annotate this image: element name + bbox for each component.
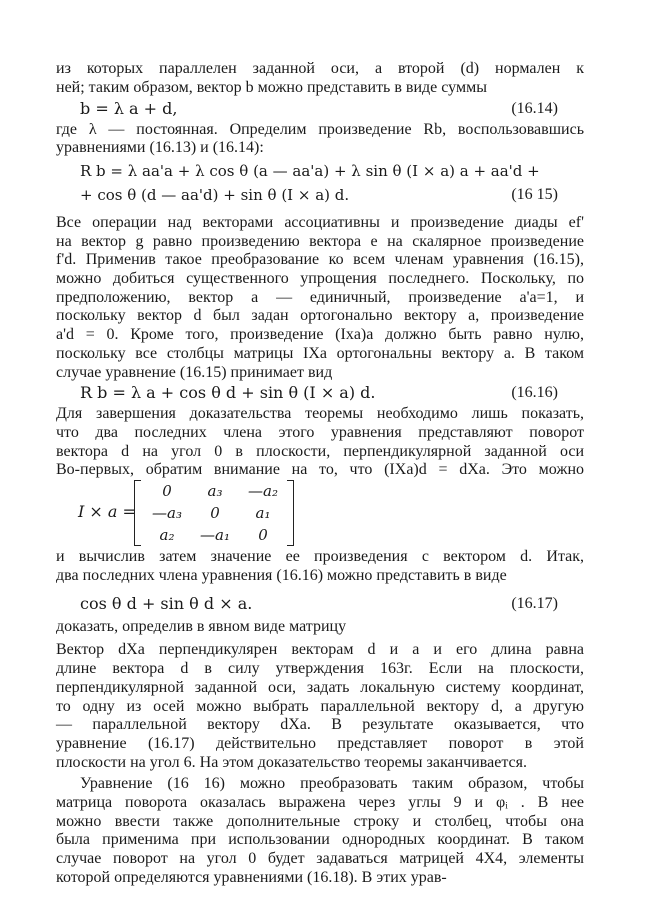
text-line: на вектор g равно произведению вектора е на скалярное произведение xyxy=(56,233,584,250)
text-line: длине вектора d в силу утверждения 163г. Если на плоскости, xyxy=(56,660,584,677)
text-line: матрица поворота оказалась выражена через углы 9 и φᵢ . В нее xyxy=(56,794,584,811)
text-line: была применима при использовании однородных координат. В таком xyxy=(56,831,584,848)
text-line: f'd. Применив такое преобразование ко всем членам уравнения (16.15), xyxy=(56,251,584,268)
equation-16-14: b = λ a + d, xyxy=(80,99,178,118)
text-line: случае уравнение (16.15) принимает вид xyxy=(56,364,333,381)
text-line: где λ — постоянная. Определим произведение Rb, воспользовавшись xyxy=(56,121,584,138)
text-line: поскольку вектор d был задан ортогонально вектору а, произведение xyxy=(56,307,584,324)
matrix-body xyxy=(134,480,294,546)
matrix-cell: 0 xyxy=(258,526,268,544)
text-line: Во-первых, обратим внимание на то, что (IXa)d = dXa. Это можно xyxy=(56,461,584,478)
equation-16-15-line1: R b = λ aa'a + λ cos θ (a — aa'a) + λ sin θ (I × a) a + aa'd + xyxy=(80,162,540,180)
text-line: два последних члена уравнения (16.16) можно представить в виде xyxy=(56,567,507,584)
text-line: из которых параллелен заданной оси, а второй (d) нормален к xyxy=(56,60,584,77)
text-line: Все операции над векторами ассоциативны и произведение диады ef' xyxy=(56,214,584,231)
right-bracket xyxy=(287,480,294,546)
text-line: Для завершения доказательства теоремы необходимо лишь показать, xyxy=(56,405,584,422)
text-line: доказать, определив в явном виде матрицу xyxy=(56,618,347,635)
text-line: вектора d на угол 0 в плоскости, перпендикулярной заданной оси xyxy=(56,443,584,460)
matrix-cell: a₂ xyxy=(159,526,175,544)
matrix-i-cross-a xyxy=(78,480,298,546)
text-line: случае поворот на угол 0 будет задаваться матрицей 4X4, элементы xyxy=(56,850,584,867)
text-line: можно добиться существенного упрощения последнего. Поскольку, по xyxy=(56,270,584,287)
matrix-cell: a₃ xyxy=(207,482,223,500)
equation-16-16: R b = λ a + cos θ d + sin θ (I × a) d. xyxy=(80,383,376,402)
text-line: что два последних члена этого уравнения представляют поворот xyxy=(56,424,584,441)
text-line: перпендикулярной заданной оси, задать локальную систему координат, xyxy=(56,679,584,696)
equation-16-15-line2: + cos θ (d — aa'd) + sin θ (I × a) d. xyxy=(80,186,350,204)
text-line: Вектор dXa перпендикулярен векторам d и а и его длина равна xyxy=(56,641,584,658)
left-bracket xyxy=(134,480,141,546)
text-line: поскольку все столбцы матрицы IXa ортогональны вектору а. В таком xyxy=(56,345,584,362)
text-line: — параллельной вектору dXa. В результате оказывается, что xyxy=(56,716,584,733)
matrix-cell: 0 xyxy=(210,504,220,522)
equation-number: (16.16) xyxy=(511,384,558,401)
matrix-cell: —a₁ xyxy=(200,526,230,544)
equation-number: (16.17) xyxy=(511,595,558,612)
text-line: можно ввести также дополнительные строку и столбец, чтобы она xyxy=(56,813,584,830)
text-line: уравнение (16.17) действительно представляет поворот в этой xyxy=(56,735,584,752)
text-line: то одну из осей можно выбрать параллельной вектору d, а другую xyxy=(56,698,584,715)
matrix-cell: —a₃ xyxy=(152,504,182,522)
text-line: предположению, вектор а — единичный, произведение a'a=1, и xyxy=(56,289,584,306)
matrix-cell: —a₂ xyxy=(248,482,278,500)
equation-number: (16 15) xyxy=(511,186,558,203)
text-line: уравнениями (16.13) и (16.14): xyxy=(56,139,264,156)
text-line: a'd = 0. Кроме того, произведение (Ixa)a должно быть равно нулю, xyxy=(56,326,584,343)
equation-16-17: cos θ d + sin θ d × a. xyxy=(80,594,253,613)
text-line: и вычислив затем значение ее произведения с вектором d. Итак, xyxy=(56,548,584,565)
matrix-label: I × a = xyxy=(78,502,136,521)
text-line: ней; таким образом, вектор b можно представить в виде суммы xyxy=(56,79,487,96)
matrix-cell: a₁ xyxy=(255,504,271,522)
equation-number: (16.14) xyxy=(511,100,558,117)
text-line: Уравнение (16 16) можно преобразовать таким образом, чтобы xyxy=(80,775,584,792)
matrix-cell: 0 xyxy=(162,482,172,500)
text-line: которой определяются уравнениями (16.18). В этих урав- xyxy=(56,869,447,886)
text-line: плоскости на угол 6. На этом доказательство теоремы заканчивается. xyxy=(56,754,527,771)
